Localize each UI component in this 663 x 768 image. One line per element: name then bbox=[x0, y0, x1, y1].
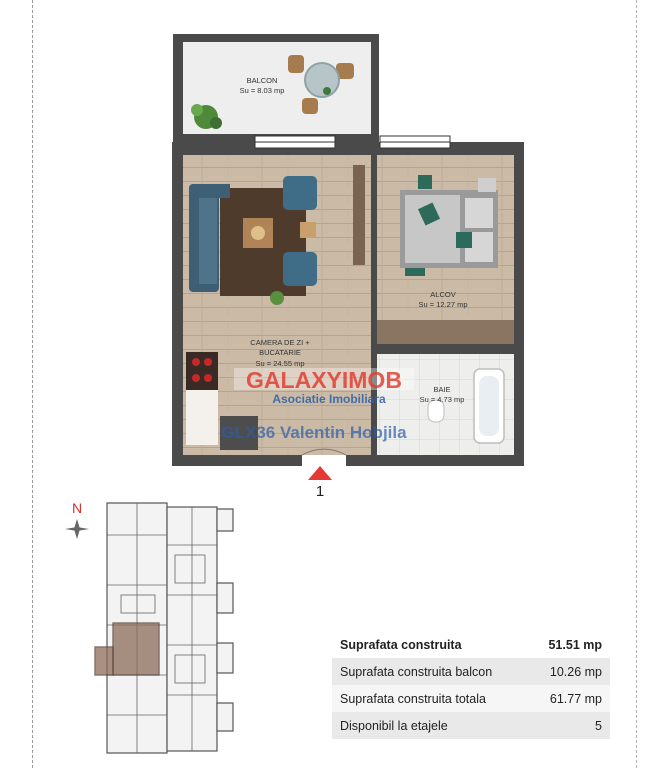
living-plant bbox=[270, 291, 284, 305]
alcov-area: Su = 12.27 mp bbox=[418, 300, 468, 309]
wardrobe bbox=[377, 320, 514, 344]
compass-north-label: N bbox=[71, 500, 83, 516]
spec-label: Suprafata construita bbox=[332, 631, 529, 658]
balcon-label: BALCON bbox=[246, 76, 278, 85]
alcov-label: ALCOV bbox=[430, 290, 456, 299]
spec-row bbox=[332, 712, 610, 739]
highlighted-unit bbox=[113, 623, 159, 675]
spec-row bbox=[332, 658, 610, 685]
entrance-door bbox=[302, 455, 346, 466]
entrance-number: 1 bbox=[315, 483, 325, 500]
spec-label: Suprafata construita totala bbox=[332, 685, 529, 712]
armchair-bottom bbox=[283, 252, 317, 286]
camera-label-line1: CAMERA DE ZI + bbox=[250, 338, 310, 347]
spec-value: 61.77 mp bbox=[529, 685, 610, 712]
spec-row bbox=[332, 631, 610, 658]
compass bbox=[65, 500, 89, 539]
watermark-listing: GLX36 Valentin Hobjila bbox=[221, 423, 407, 442]
key-plan bbox=[55, 495, 255, 765]
spec-row bbox=[332, 685, 610, 712]
watermark-tagline: Asociatie Imobiliara bbox=[272, 392, 386, 406]
baie-label: BAIE bbox=[433, 385, 451, 394]
specs-table bbox=[332, 631, 610, 739]
camera-label-line2: BUCATARIE bbox=[259, 348, 301, 357]
spec-value: 10.26 mp bbox=[529, 658, 610, 685]
baie-area: Su = 4.73 mp bbox=[419, 395, 465, 404]
watermark-brand: GALAXYIMOB bbox=[246, 367, 402, 393]
spec-value: 51.51 mp bbox=[529, 631, 610, 658]
spec-value: 5 bbox=[529, 712, 610, 739]
balcon-area: Su = 8.03 mp bbox=[239, 86, 285, 95]
spec-label: Disponibil la etajele bbox=[332, 712, 529, 739]
camera-area: Su = 24.55 mp bbox=[255, 359, 305, 368]
highlighted-balcony bbox=[95, 647, 113, 675]
spec-label: Suprafata construita balcon bbox=[332, 658, 529, 685]
tv-unit bbox=[353, 165, 365, 265]
armchair-top bbox=[283, 176, 317, 210]
entrance-arrow-icon bbox=[308, 466, 332, 480]
bed bbox=[400, 175, 498, 276]
